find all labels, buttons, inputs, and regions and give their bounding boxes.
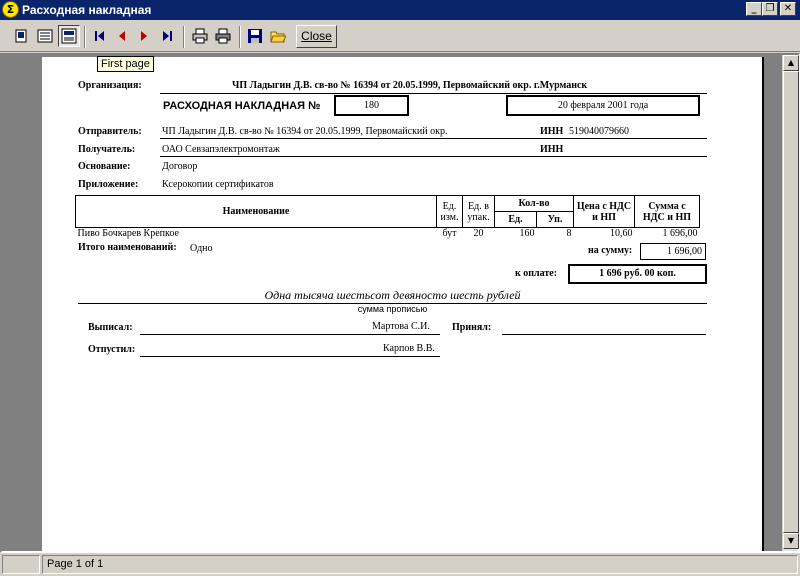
to-pay-value: 1 696 руб. 00 коп. bbox=[568, 264, 707, 284]
save-icon bbox=[247, 28, 263, 44]
save-button[interactable] bbox=[244, 25, 266, 47]
to-pay-label: к оплате: bbox=[515, 268, 558, 279]
scroll-up-icon[interactable]: ▲ bbox=[783, 55, 799, 71]
status-panel-left bbox=[2, 555, 40, 574]
sender-label: Отправитель: bbox=[78, 126, 142, 137]
row-per-pack: 20 bbox=[473, 228, 484, 240]
released-label: Отпустил: bbox=[88, 344, 136, 355]
col-qty-units-header: Ед. bbox=[495, 212, 537, 228]
row-qty-packs: 8 bbox=[566, 228, 572, 240]
accepted-label: Принял: bbox=[452, 322, 492, 333]
scroll-thumb[interactable] bbox=[783, 71, 799, 533]
col-qty-header: Кол-во bbox=[495, 196, 574, 212]
issued-underline bbox=[140, 334, 440, 335]
col-name-header: Наименование bbox=[76, 196, 437, 228]
toolbar bbox=[0, 20, 800, 52]
org-value: ЧП Ладыгин Д.В. св-во № 16394 от 20.05.1999, Первомайский окр. г.Мурманск bbox=[232, 80, 588, 91]
title-bar[interactable] bbox=[0, 0, 800, 20]
sum-label: на сумму: bbox=[588, 245, 633, 256]
items-table bbox=[75, 195, 700, 240]
sender-inn-value: 519040079660 bbox=[569, 126, 629, 137]
sender-inn-label: ИНН bbox=[540, 126, 564, 137]
minimize-button[interactable]: _ bbox=[746, 2, 762, 16]
zoom-100-icon bbox=[61, 28, 77, 44]
scroll-down-icon[interactable]: ▼ bbox=[783, 533, 799, 549]
printer-setup-button[interactable] bbox=[189, 25, 211, 47]
row-name: Пиво Бочкарев Крепкое bbox=[77, 228, 179, 240]
issued-by: Мартова С.И. bbox=[372, 321, 430, 332]
receiver-underline bbox=[160, 156, 707, 157]
row-price: 10,60 bbox=[610, 228, 633, 240]
previous-page-icon bbox=[114, 28, 130, 44]
window-title: Расходная накладная bbox=[22, 3, 152, 17]
close-button[interactable]: Close bbox=[296, 25, 337, 48]
org-underline bbox=[160, 93, 707, 94]
printer-setup-icon bbox=[192, 28, 208, 44]
next-page-button[interactable] bbox=[133, 25, 155, 47]
next-page-icon bbox=[136, 28, 152, 44]
issued-label: Выписал: bbox=[88, 322, 133, 333]
report-preview-area[interactable] bbox=[0, 53, 800, 553]
first-page-button[interactable] bbox=[89, 25, 111, 47]
vertical-scrollbar[interactable] bbox=[782, 55, 798, 551]
app-icon[interactable]: Σ bbox=[2, 1, 19, 18]
page-width-icon bbox=[37, 28, 53, 44]
total-items-label: Итого наименований: bbox=[78, 242, 177, 253]
open-button[interactable] bbox=[267, 25, 289, 47]
last-page-button[interactable] bbox=[156, 25, 178, 47]
total-items-value: Одно bbox=[190, 243, 213, 254]
invoice-number: 180 bbox=[334, 95, 409, 116]
open-folder-icon bbox=[270, 28, 286, 44]
last-page-icon bbox=[159, 28, 175, 44]
row-sum: 1 696,00 bbox=[662, 228, 698, 240]
tooltip: First page bbox=[97, 56, 154, 72]
receiver-label: Получатель: bbox=[78, 144, 136, 155]
attachment-value: Ксерокопии сертификатов bbox=[162, 179, 274, 190]
sum-value: 1 696,00 bbox=[640, 243, 706, 260]
print-button[interactable] bbox=[212, 25, 234, 47]
basis-label: Основание: bbox=[78, 161, 131, 172]
report-page bbox=[42, 57, 764, 551]
first-page-icon bbox=[92, 28, 108, 44]
printer-icon bbox=[215, 28, 231, 44]
amount-words-caption: сумма прописью bbox=[357, 304, 428, 314]
sender-underline bbox=[160, 138, 707, 139]
col-sum-header: Сумма с НДС и НП bbox=[635, 196, 700, 228]
col-unit-header: Ед. изм. bbox=[437, 196, 463, 228]
receiver-inn-label: ИНН bbox=[540, 144, 564, 155]
maximize-button[interactable]: ❐ bbox=[762, 2, 778, 16]
released-underline bbox=[140, 356, 440, 357]
col-price-header: Цена с НДС и НП bbox=[574, 196, 635, 228]
whole-page-button[interactable] bbox=[10, 25, 32, 47]
row-qty-units: 160 bbox=[519, 228, 535, 240]
invoice-date: 20 февраля 2001 года bbox=[506, 95, 700, 116]
amount-in-words: Одна тысяча шестьсот девяносто шесть рублей bbox=[264, 288, 521, 302]
col-qty-packs-header: Уп. bbox=[537, 212, 574, 228]
col-per-pack-header: Ед. в упак. bbox=[463, 196, 495, 228]
previous-page-button[interactable] bbox=[111, 25, 133, 47]
close-window-button[interactable]: ✕ bbox=[780, 2, 796, 16]
status-bar bbox=[0, 553, 800, 576]
invoice-title: РАСХОДНАЯ НАКЛАДНАЯ № bbox=[163, 100, 321, 112]
whole-page-icon bbox=[13, 28, 29, 44]
accepted-underline bbox=[502, 334, 706, 335]
toolbar-separator bbox=[84, 26, 86, 48]
sender-value: ЧП Ладыгин Д.В. св-во № 16394 от 20.05.1999, Первомайский окр. bbox=[162, 126, 448, 137]
org-label: Организация: bbox=[78, 80, 142, 91]
basis-value: Договор bbox=[162, 161, 198, 172]
page-width-button[interactable] bbox=[34, 25, 56, 47]
table-row bbox=[76, 228, 700, 240]
receiver-value: ОАО Севзапэлектромонтаж bbox=[162, 144, 280, 155]
toolbar-separator bbox=[183, 26, 185, 48]
attachment-label: Приложение: bbox=[78, 179, 139, 190]
zoom-100-button[interactable] bbox=[58, 25, 80, 47]
released-by: Карпов В.В. bbox=[383, 343, 435, 354]
page-info: Page 1 of 1 bbox=[42, 555, 798, 574]
row-unit: бут bbox=[442, 228, 457, 240]
toolbar-separator bbox=[239, 26, 241, 48]
